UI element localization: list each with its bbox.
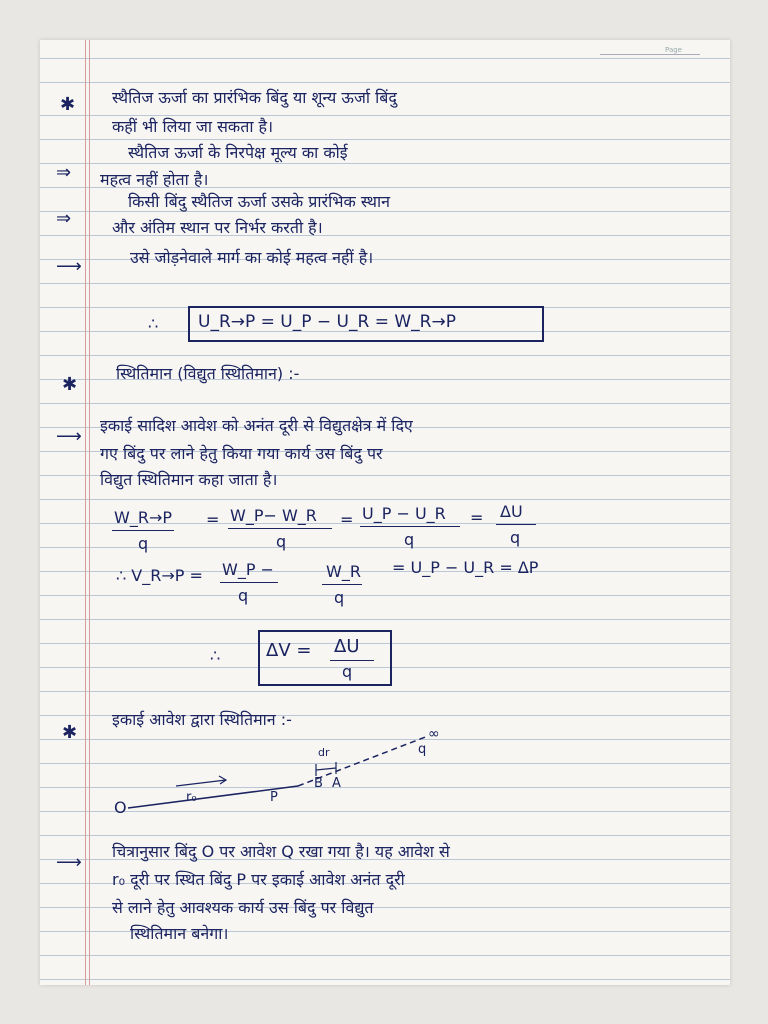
- eq3-t1-num: W_P −: [222, 560, 274, 579]
- eq3-t1-den: q: [238, 586, 249, 605]
- text-line-16: स्थितिमान बनेगा।: [130, 924, 229, 943]
- infinity-label: ∞: [428, 726, 440, 742]
- point-A-label: A: [332, 776, 341, 791]
- text-line-9: इकाई सादिश आवेश को अनंत दूरी से विद्युतक्षेत्र में दिए: [100, 416, 413, 435]
- bullet-arrow-8: ⟶: [56, 852, 82, 873]
- bullet-arrow-2: ⇒: [56, 162, 72, 183]
- eq3-rest: = U_P − U_R = ΔP: [392, 558, 539, 577]
- bullet-star-5: ✱: [62, 374, 78, 395]
- eq2-t4-num: ΔU: [500, 502, 523, 521]
- eq4-num: ΔU: [334, 636, 360, 657]
- eq4-lhs: ΔV =: [266, 640, 312, 661]
- point-O-label: O: [114, 798, 127, 817]
- eq2-t3-den: q: [404, 530, 415, 549]
- eq2-t4-den: q: [510, 528, 521, 547]
- eq2-t2-den: q: [276, 532, 287, 551]
- point-P-label: P: [270, 790, 278, 805]
- eq2-equals-2: =: [340, 510, 354, 529]
- heading-unit-charge-potential: इकाई आवेश द्वारा स्थितिमान :-: [112, 710, 292, 729]
- text-line-1: स्थैतिज ऊर्जा का प्रारंभिक बिंदु या शून्य ऊर्जा बिंदु: [112, 88, 397, 107]
- r0-arrow-shaft: [176, 780, 226, 786]
- text-line-5: किसी बिंदु स्थैतिज ऊर्जा उसके प्रारंभिक स्थान: [128, 192, 391, 211]
- text-line-10: गए बिंदु पर लाने हेतु किया गया कार्य उस बिंदु पर: [100, 444, 383, 463]
- text-line-11: विद्युत स्थितिमान कहा जाता है।: [100, 470, 278, 489]
- r0-label: r₀: [186, 790, 197, 805]
- eq2-equals-3: =: [470, 508, 484, 527]
- eq4-den: q: [342, 662, 353, 681]
- therefore-symbol-1: ∴: [148, 314, 159, 333]
- bullet-star-7: ✱: [62, 722, 78, 743]
- heading-potential: स्थितिमान (विद्युत स्थितिमान) :-: [116, 364, 300, 383]
- equation-1: U_R→P = U_P − U_R = W_R→P: [198, 312, 456, 332]
- eq3-lhs: ∴ V_R→P =: [116, 566, 203, 585]
- text-line-7: उसे जोड़नेवाले मार्ग का कोई महत्व नहीं है।: [130, 248, 374, 267]
- eq2-t3-num: U_P − U_R: [362, 504, 446, 523]
- text-line-4: महत्व नहीं होता है।: [100, 170, 209, 189]
- point-B-label: B: [314, 776, 323, 791]
- eq3-t2-den: q: [334, 588, 345, 607]
- bullet-arrow-4: ⟶: [56, 256, 82, 277]
- text-line-6: और अंतिम स्थान पर निर्भर करती है।: [112, 218, 323, 237]
- bullet-star-1: ✱: [60, 94, 76, 115]
- page-label: Page: [665, 46, 682, 54]
- text-line-13: चित्रानुसार बिंदु O पर आवेश Q रखा गया है। यह आवेश से: [112, 842, 450, 861]
- bullet-arrow-6: ⟶: [56, 426, 82, 447]
- eq2-t2-num: W_P− W_R: [230, 506, 317, 525]
- eq2-lhs-den: q: [138, 534, 149, 553]
- text-line-2: कहीं भी लिया जा सकता है।: [112, 117, 274, 136]
- q-label: q: [418, 742, 427, 757]
- eq2-lhs-num: W_R→P: [114, 508, 172, 527]
- eq2-equals-1: =: [206, 510, 220, 529]
- text-line-15: से लाने हेतु आवश्यक कार्य उस बिंदु पर विद्युत: [112, 898, 374, 917]
- text-line-14: r₀ दूरी पर स्थित बिंदु P पर इकाई आवेश अनंत दूरी: [112, 870, 405, 889]
- bullet-arrow-3: ⇒: [56, 208, 72, 229]
- text-line-3: स्थैतिज ऊर्जा के निरपेक्ष मूल्य का कोई: [128, 143, 348, 162]
- therefore-symbol-2: ∴: [210, 646, 221, 665]
- dr-label: dr: [318, 746, 330, 759]
- dr-marker: [316, 768, 336, 770]
- eq3-t2-num: W_R: [326, 562, 361, 581]
